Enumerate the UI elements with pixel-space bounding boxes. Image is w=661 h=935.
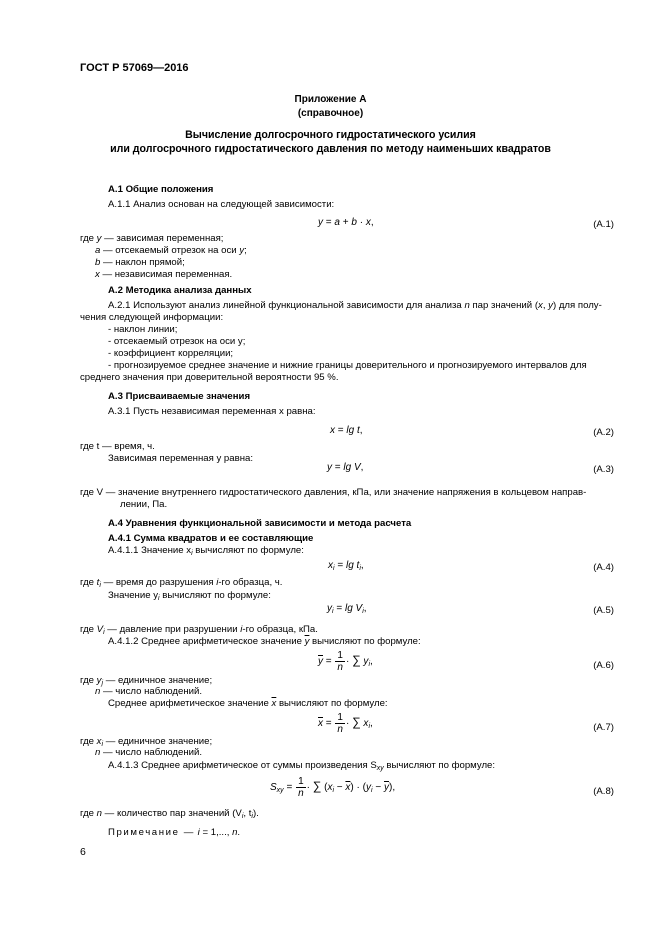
where-vi: где $V_i$ — давление при разрушении i-го образца, кПа. [80, 624, 318, 636]
formula-a2: x = lg t, [330, 425, 363, 436]
appendix-title: Приложение А [294, 94, 367, 105]
where-v: где V — значение внутреннего гидростатического давления, кПа, или значение напряжения в кольцевом направ- [80, 487, 587, 498]
page-number: 6 [80, 846, 86, 858]
section-a3-heading: А.3 Присваиваемые значения [108, 391, 251, 402]
where-a: a — отсекаемый отрезок на оси y; [95, 245, 247, 256]
where-y: где y — зависимая переменная; [80, 233, 224, 244]
note: Примечание — i = 1,..., n. [108, 827, 241, 838]
formula-a3: y = lg V, [327, 462, 364, 473]
eq-number-a8: (А.8) [593, 786, 614, 797]
where-x: x — независимая переменная. [95, 269, 233, 280]
eq-number-a7: (А.7) [593, 722, 614, 733]
where-yi: где $y_j$ — единичное значение; [80, 675, 213, 687]
appendix-heading-line1: Вычисление долгосрочного гидростатического усилия [185, 129, 476, 141]
note-label: Примечание — [108, 827, 195, 838]
where-xi: где $x_i$ — единичное значение; [80, 736, 213, 748]
eq-number-a5: (А.5) [593, 605, 614, 616]
where-pairs: где n — количество пар значений ($V_i$, $t_i$). [80, 808, 259, 820]
eq-number-a4: (А.4) [593, 562, 614, 573]
list-item: - отсекаемый отрезок на оси у; [108, 336, 246, 347]
list-item-continuation: среднего значения при доверительной вероятности 95 %. [80, 372, 339, 383]
appendix-heading-line2: или долгосрочного гидростатического давления по методу наименьших квадратов [110, 143, 551, 155]
formula-a5: $y_i = \lg V_i$, [327, 603, 367, 615]
where-n-1: n — число наблюдений. [95, 686, 203, 697]
eq-number-a2: (А.2) [593, 427, 614, 438]
section-a3-paragraph: А.3.1 Пусть независимая переменная x равна: [108, 406, 316, 417]
formula-a7: $\overline{x}$ = $\frac{1}{n}$ · ∑ $x_i$, [318, 712, 373, 735]
section-a2-paragraph: А.2.1 Используют анализ линейной функциональной зависимости для анализа n пар значений (x, y) для полу- [108, 300, 602, 311]
where-ti: где $t_i$ — время до разрушения i-го образца, ч. [80, 577, 283, 589]
section-a413-paragraph: А.4.1.3 Среднее арифметическое от суммы произведения $S_{xy}$ вычисляют по формуле: [108, 760, 496, 772]
list-item: - наклон линии; [108, 324, 178, 335]
standard-code: ГОСТ Р 57069—2016 [80, 62, 189, 74]
where-v-continuation: лении, Па. [120, 499, 168, 510]
eq-number-a6: (А.6) [593, 660, 614, 671]
where-n-2: n — число наблюдений. [95, 747, 203, 758]
list-item: - коэффициент корреляции; [108, 348, 234, 359]
formula-a1: y = a + b · x, [318, 217, 374, 228]
formula-a4: $x_i = \lg t_i$, [328, 560, 364, 572]
formula-a6: $\overline{y}$ = $\frac{1}{n}$ · ∑ $y_i$, [318, 650, 373, 673]
section-a2-paragraph-line2: чения следующей информации: [80, 312, 224, 323]
formula-a8: $S_{xy}$ = $\frac{1}{n}$ · ∑ $(x_i - \overline{x}) \cdot (y_i - \overline{y})$, [270, 776, 396, 799]
section-a411-paragraph: А.4.1.1 Значение $x_i$ вычисляют по формуле: [108, 545, 304, 557]
section-a1-heading: А.1 Общие положения [108, 184, 214, 195]
section-a41-heading: А.4.1 Сумма квадратов и ее составляющие [108, 533, 314, 544]
list-item: - прогнозируемое среднее значение и нижние границы доверительного и прогнозируемого интервалов для [108, 360, 587, 371]
section-a2-heading: А.2 Методика анализа данных [108, 285, 252, 296]
section-a3-paragraph-2: Зависимая переменная y равна: [108, 453, 253, 464]
section-xbar-paragraph: Среднее арифметическое значение $\overline{x}$ вычисляют по формуле: [108, 698, 388, 709]
section-a1-paragraph: А.1.1 Анализ основан на следующей зависимости: [108, 199, 335, 210]
eq-number-a3: (А.3) [593, 464, 614, 475]
eq-number-a1: (А.1) [593, 219, 614, 230]
where-t: где t — время, ч. [80, 441, 155, 452]
section-yi-paragraph: Значение $y_i$ вычисляют по формуле: [108, 590, 271, 602]
where-b: b — наклон прямой; [95, 257, 185, 268]
section-a412-paragraph: А.4.1.2 Среднее арифметическое значение $\overline{y}$ вычисляют по формуле: [108, 636, 421, 647]
appendix-subtitle: (справочное) [297, 108, 364, 119]
section-a4-heading: А.4 Уравнения функциональной зависимости и метода расчета [108, 518, 412, 529]
